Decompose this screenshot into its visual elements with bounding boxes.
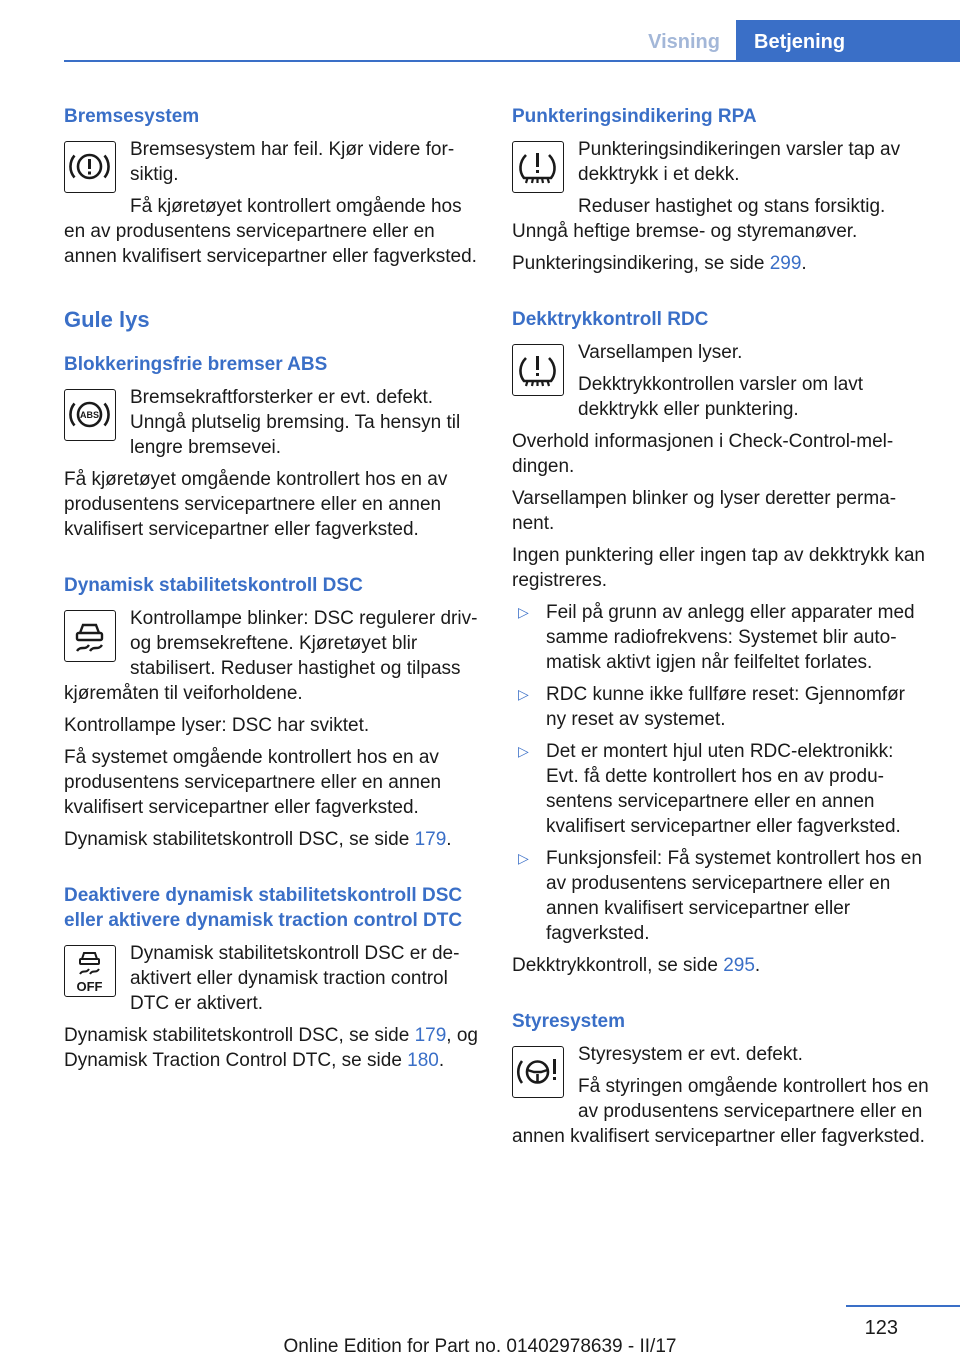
rpa-text-2: Reduser hastighet og stans forsiktig. Unngå heftige bremse- og styremanøver. <box>512 196 886 242</box>
dsc-reference: Dynamisk stabilitetskontroll DSC, se side 179. <box>64 829 452 850</box>
page-link-295[interactable]: 295 <box>723 955 755 976</box>
footer-divider <box>846 1305 960 1307</box>
brake-text-2: Få kjøretøyet kontrollert omgående hos en av produsentens servicepartnere eller en annen kvalifisert servicepartner eller fagverksted. <box>64 196 477 267</box>
dsc-off-icon <box>64 945 116 997</box>
page-link-179[interactable]: 179 <box>414 1025 447 1046</box>
tire-pressure-icon <box>512 344 564 396</box>
rdc-heading: Dekktrykkontroll RDC <box>512 309 709 330</box>
rdc-text-4: Varsellampen blinker og lyser deretter permanent. <box>512 488 897 534</box>
steering-heading: Styresystem <box>512 1011 626 1032</box>
page-header <box>0 0 960 62</box>
list-item: ▷ Det er montert hjul uten RDC-elektronikk: Evt. få dette kontrollert hos en av produsentens servicepartnere eller en annen kvalifisert servicepartner eller fagverksted. <box>518 741 901 837</box>
list-item: ▷ Feil på grunn av anlegg eller apparater med samme radiofrekvens: Systemet blir automatisk aktivt igjen når feilfeltet forlates. <box>518 602 915 673</box>
brake-text-1: Bremsesystem har feil. Kjør videre forsiktig. <box>130 139 455 185</box>
rdc-text-3: Overhold informasjonen i Check-Control-meldingen. <box>512 431 894 477</box>
list-item: ▷ Funksjonsfeil: Få systemet kontrollert hos en av produsentens servicepartnere eller en annen kvalifisert servicepartner eller fagverksted. <box>518 848 922 944</box>
dtc-text-1: Dynamisk stabilitetskontroll DSC er deaktivert eller dynamisk traction control DTC er aktivert. <box>130 943 460 1014</box>
triangle-bullet-icon: ▷ <box>518 850 529 866</box>
dsc-text-2: Kontrollampe lyser: DSC har sviktet. <box>64 715 370 736</box>
dsc-text-1: Kontrollampe blinker: DSC regulerer driv- og bremsekreftene. Kjøretøyet blir stabilisert. Reduser hastighet og tilpass kjøremåten til veiforholdene. <box>64 608 478 704</box>
brake-heading: Bremsesystem <box>64 106 200 127</box>
abs-heading: Blokkeringsfrie bremser ABS <box>64 354 328 375</box>
right-column <box>512 104 930 1156</box>
header-divider <box>64 60 960 62</box>
steering-text-1: Styresystem er evt. defekt. <box>578 1044 803 1065</box>
svg-text:OFF: OFF <box>76 979 103 994</box>
tab-betjening[interactable]: Betjening <box>736 20 960 62</box>
dtc-reference: Dynamisk stabilitetskontroll DSC, se side 179, og Dynamisk Traction Control DTC, se side 180. <box>64 1025 478 1071</box>
list-item: ▷ RDC kunne ikke fullføre reset: Gjennomfør ny reset av systemet. <box>518 684 906 730</box>
rpa-text-1: Punkteringsindikeringen varsler tap av dekktrykk i et dekk. <box>578 139 901 185</box>
abs-icon <box>64 389 116 441</box>
rdc-text-2: Dekktrykkontrollen varsler om lavt dekktrykk eller punktering. <box>578 374 864 420</box>
page-number: 123 <box>864 1317 898 1339</box>
rdc-text-1: Varsellampen lyser. <box>578 342 743 363</box>
dtc-heading: Deaktivere dynamisk stabilitetskontroll DSC eller aktivere dynamisk traction control DTC <box>64 885 463 931</box>
triangle-bullet-icon: ▷ <box>518 743 529 759</box>
page-link-180[interactable]: 180 <box>407 1050 439 1071</box>
abs-text-2: Få kjøretøyet omgående kontrollert hos en av produsentens servicepartnere eller en annen kvalifisert servicepartner eller fagverksted. <box>64 469 448 540</box>
triangle-bullet-icon: ▷ <box>518 686 529 702</box>
brake-warning-icon <box>64 141 116 193</box>
triangle-bullet-icon: ▷ <box>518 604 529 620</box>
dsc-icon <box>64 610 116 662</box>
page-link-179[interactable]: 179 <box>414 829 447 850</box>
tire-pressure-icon <box>512 141 564 193</box>
rdc-reference: Dekktrykkontroll, se side 295. <box>512 955 761 976</box>
rdc-text-5: Ingen punktering eller ingen tap av dekktrykk kan registreres. <box>512 545 925 591</box>
steering-text-2: Få styringen omgående kontrollert hos en av produsentens servicepartnere eller en annen kvalifisert servicepartner eller fagverksted. <box>512 1076 929 1147</box>
rpa-reference: Punkteringsindikering, se side 299. <box>512 253 807 274</box>
tab-visning[interactable]: Visning <box>648 31 720 53</box>
page-link-299[interactable]: 299 <box>769 253 802 274</box>
left-column <box>64 104 482 1080</box>
dsc-text-3: Få systemet omgående kontrollert hos en av produsentens servicepartnere eller en annen kvalifisert servicepartner eller fagverksted. <box>64 747 442 818</box>
svg-text:ABS: ABS <box>79 410 100 420</box>
edition-footer: Online Edition for Part no. 01402978639 - II/17 <box>283 1336 677 1357</box>
yellow-lights-heading: Gule lys <box>64 307 150 332</box>
rpa-heading: Punkteringsindikering RPA <box>512 106 757 127</box>
abs-text-1: Bremsekraftforsterker er evt. defekt. Unngå plutselig bremsing. Ta hensyn til lengre bremsevei. <box>130 387 461 458</box>
dsc-heading: Dynamisk stabilitetskontroll DSC <box>64 575 363 596</box>
rdc-cause-list <box>512 600 930 946</box>
steering-warning-icon <box>512 1046 564 1098</box>
